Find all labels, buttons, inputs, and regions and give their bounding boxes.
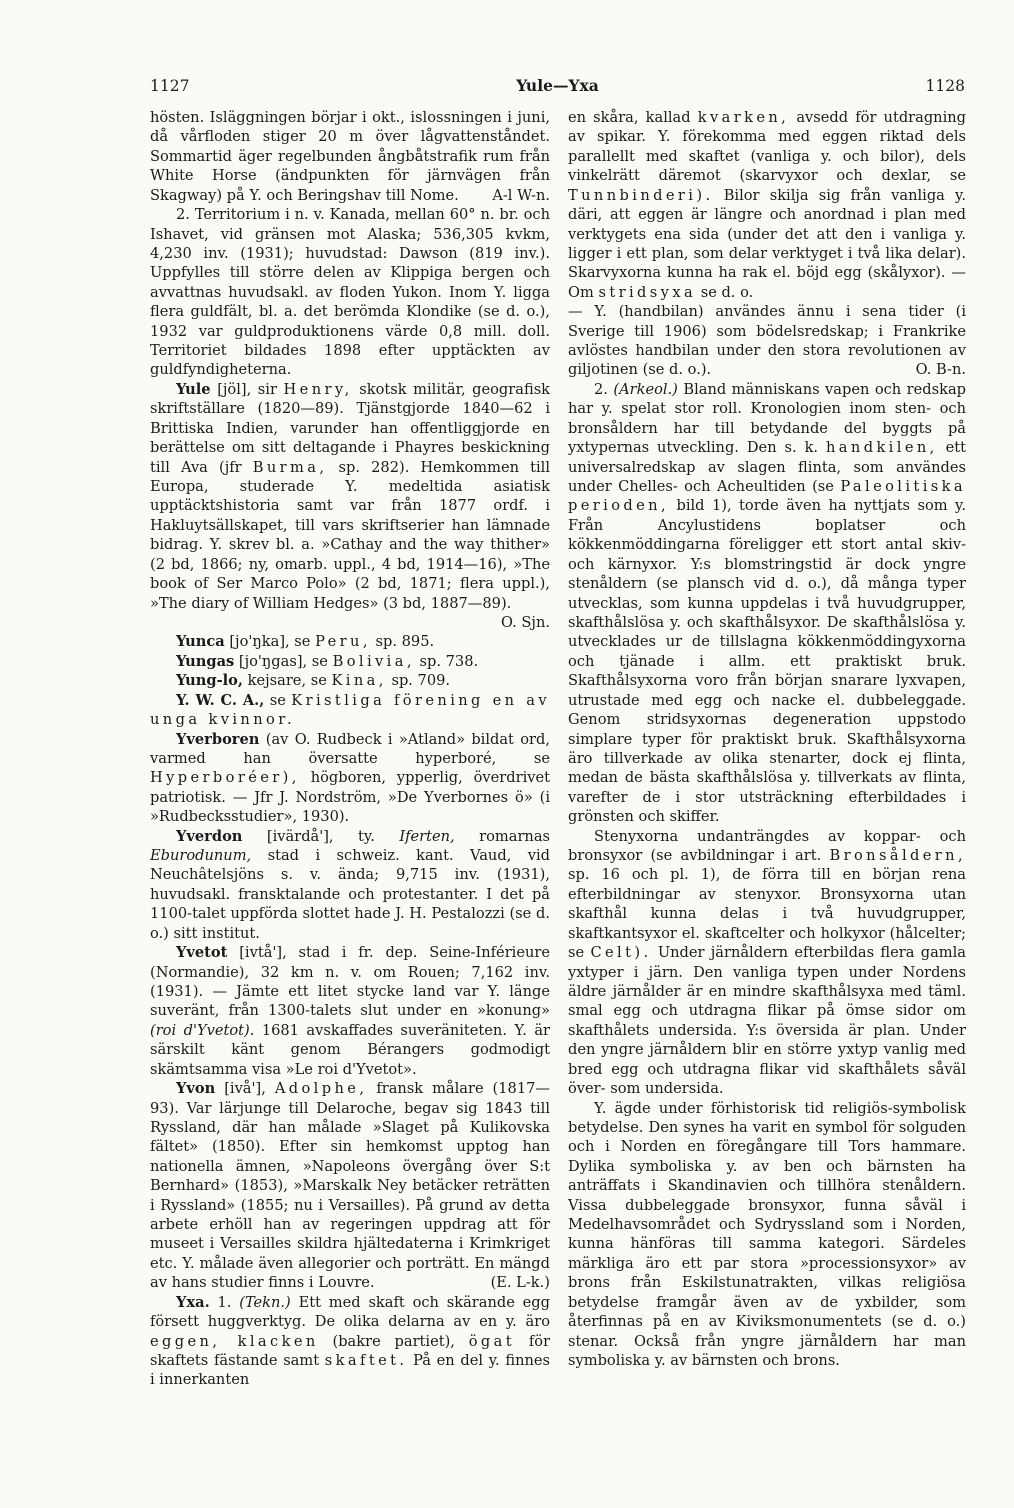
entry-text: en skåra, kallad — [568, 109, 691, 126]
headword: Yvon — [176, 1080, 216, 1098]
entry-text: se d. o. — [700, 283, 754, 301]
entry-text: hösten. Isläggningen börjar i okt., islossningen i juni, då vårfloden stiger 20 m över lågvattenståndet. Sommartid äger regelbunden ångbåtstrafik rum från White Horse (ändpunkten för järnvägen från Skagway) på Y. och Beringshav till Nome. — [150, 109, 550, 204]
entry-yungas — [150, 652, 550, 671]
entry-text: sp. 709. — [391, 672, 451, 690]
cross-reference: stridsyxa — [598, 283, 697, 301]
entry-yxa-cont — [568, 108, 966, 302]
entry-text: avsedd för utdragning av spikar. Y. förekomma med eggen riktad dels parallellt med skaftet (vanliga y. och bilor), dels vinkelrätt däremot (skarvyxor och dexlar, se — [568, 109, 966, 185]
entry-text: sp. 282). Hemkommen till Europa, studerade Y. medeltida asiatisk upptäcktshistoria samt var från 1877 ordf. i Hakluytsällskapet, till vars skriftserier han lämnade bidrag. Y. skrev bl. a. »Cathay and the way thither» (2 bd, 1866; ny, omarb. uppl., 4 bd, 1914—16), »The book of Ser Marco Polo» (2 bd, 1871; flera uppl.), »The diary of William Hedges» (3 bd, 1887—89). — [150, 458, 550, 612]
entry-text: 2. Territorium i n. v. Kanada, mellan 60° n. br. och Ishavet, vid gränsen mot Alaska; 536,305 kvkm, 4,230 inv. (1931); huvudstad: Dawson (819 inv.). Uppfylles till större delen av Klippiga bergen och avvattnas huvudsakl. av floden Yukon. Inom Y. ligga flera guldfält, bl. a. det berömda Klondike (se d. o.), 1932 var guldproduktionens värde 0,8 mill. doll. Territoriet bildades 1898 efter upptäckten av guldfyndigheterna. — [150, 206, 550, 379]
cross-reference: Burma, — [252, 458, 328, 476]
italic-term: Eburodunum, — [150, 847, 252, 865]
cross-reference: Kina, — [331, 672, 387, 690]
entry-text: sp. 16 och pl. 1), de förra till en början rena efterbildningar av stenyxor. Bronsyxorna utan skafthål kunna delas i två huvudgrupper, skaftkantsyxor el. skaftcelter och holkyxor (hålcelter; se — [568, 866, 966, 962]
entry-text: stad i schweiz. kant. Vaud, vid Neuchâtelsjöns s. v. ända; 9,715 inv. (1931), huvudsakl. fransktalande och protestanter. I det på 1100-talet uppförda slottet hade J. H. Pestalozzi (se d. o.) sitt institut. — [150, 847, 550, 942]
spaced-term: ögat — [468, 1332, 516, 1350]
cross-reference: Peru, — [315, 633, 371, 651]
entry-text: 1681 avskaffades suveräniteten. Y. är särskilt känt genom Bérangers godmodigt skämtsamma visa »Le roi d'Yvetot». — [150, 1021, 550, 1078]
left-column — [150, 108, 550, 1488]
headword: Yung-lo, — [176, 672, 243, 690]
headword: Yunca — [176, 633, 225, 651]
entry-text: [ivtå'], stad i fr. dep. Seine-Inférieure (Normandie), 32 km n. v. om Rouen; 7,162 inv. (1931). — Jämte ett litet stycke land var Y. länge suveränt, från 1300-talets slut under en »konung» — [150, 944, 550, 1020]
headword: Yverdon — [176, 827, 243, 845]
entry-text: [jo'ŋgas], se — [238, 652, 328, 670]
entry-text: (av O. Rudbeck i »Atland» bildat ord, varmed han översatte hyperboré, se — [150, 730, 550, 767]
italic-term: Iferten, — [399, 827, 455, 845]
headword: Yvetot — [176, 944, 228, 962]
spaced-name: Henry, — [283, 380, 353, 398]
headword: Yxa. — [176, 1293, 210, 1311]
entry-text: [jöl], sir — [217, 380, 277, 398]
entry-yukon-territory — [150, 205, 550, 380]
entry-yverboren — [150, 730, 550, 827]
italic-term: (roi d'Yvetot). — [150, 1021, 255, 1039]
entry-text: (bakre partiet), — [332, 1332, 455, 1350]
entry-text: — Y. (handbilan) användes ännu i sena tider (i Sverige till 1906) som bödelsredskap; i Frankrike avlöstes handbilan under den stora revolutionen av giljotinen (se d. o.). — [568, 303, 966, 379]
running-title: Yule—Yxa — [516, 76, 599, 95]
page-header — [150, 76, 965, 100]
entry-text: [jo'ŋka], se — [229, 633, 311, 651]
right-column — [568, 108, 966, 1488]
entry-text: [ivärdå'], ty. — [266, 827, 375, 845]
spaced-name: Adolphe, — [274, 1080, 368, 1098]
page-number-right: 1128 — [925, 77, 965, 95]
entry-text: kejsare, se — [247, 672, 327, 690]
entry-text: 1. — [217, 1293, 232, 1311]
entry-yvetot — [150, 943, 550, 1079]
cross-reference: Kristliga förening en av unga kvinnor. — [150, 691, 550, 729]
spaced-term: handkilen, — [826, 439, 938, 457]
entry-yung-lo — [150, 671, 550, 690]
entry-text: Ett med skaft och skärande egg försett huggverktyg. De olika delarna av en y. äro — [150, 1293, 550, 1331]
italic-term: (Tekn.) — [239, 1293, 291, 1311]
cross-reference: Bronsåldern, — [829, 847, 966, 865]
entry-yvon — [150, 1079, 550, 1293]
author-signature: A-l W-n. — [492, 186, 550, 204]
entry-ywca — [150, 691, 550, 730]
entry-yule — [150, 380, 550, 631]
entry-text: Bland människans vapen och redskap har y. spelat stor roll. Kronologien inom sten- och bronsåldern har till betydande del byggts på yxtypernas utveckling. Den s. k. — [568, 380, 966, 457]
spaced-term: skaftet. — [324, 1352, 408, 1369]
entry-yxa — [150, 1293, 550, 1390]
cross-reference: Paleolitiska perioden, — [568, 478, 966, 515]
headword: Yule — [176, 380, 211, 398]
author-signature: O. Sjn. — [501, 613, 550, 631]
entry-yxa-metals — [568, 827, 966, 1099]
entry-text: romarnas — [479, 827, 550, 845]
entry-yxa-arkeol — [568, 380, 966, 827]
author-signature: O. B-n. — [915, 361, 966, 379]
author-signature: (E. L-k.) — [490, 1274, 550, 1292]
spaced-term: eggen, klacken — [150, 1332, 319, 1350]
entry-text: fransk målare (1817—93). Var lärjunge till Delaroche, begav sig 1843 till Ryssland, där han målade »Slaget på Kulikovska fältet» (1850). Efter sin hemkomst upptog han nationella ämnen, »Napoleons övergång över S:t Bernhard» (1853), »Marskalk Ney betäcker reträtten i Ryssland» (1855; nu i Versailles). På grund av detta arbete erhöll han av regeringen uppdrag att för museet i Versailles skildra hjältedaterna i Krimkriget etc. Y. målade även allegorier och porträtt. En mängd av hans studier finns i Louvre. — [150, 1080, 550, 1292]
entry-text: för skaftets fästande samt — [150, 1332, 550, 1369]
cross-reference: Tunnbinderi). — [568, 186, 714, 204]
page-number-left: 1127 — [150, 77, 190, 95]
spaced-term: kvarken, — [697, 109, 790, 126]
entry-text: se — [269, 691, 286, 709]
cross-reference: Celt). — [590, 944, 652, 962]
headword: Yungas — [176, 652, 235, 670]
entry-text: 2. — [594, 380, 608, 398]
entry-text: Bilor skilja sig från vanliga y. däri, att eggen är längre och anordnad i plan med verktygets ena sida (under det att den i vanliga y. ligger i ett plan, som delar verktyget i två lika delar). Skarvyxorna kunna ha rak el. böjd egg (skålyxor). — Om — [568, 186, 966, 301]
entry-text: högboren, ypperlig, överdrivet patriotisk. — Jfr J. Nordström, »De Yverbornes ö» (i »Rudbecksstudier», 1930). — [150, 769, 550, 826]
headword: Yverboren — [176, 730, 260, 748]
entry-yxa-symbolism — [568, 1099, 966, 1371]
entry-yunca — [150, 632, 550, 651]
entry-yxa-handbila — [568, 302, 966, 380]
entry-yukon-river-cont — [150, 108, 550, 205]
entry-text: [ivå'], — [224, 1080, 266, 1098]
entry-text: Stenyxorna undanträngdes av koppar- och bronsyxor (se avbildningar i art. — [568, 827, 966, 865]
entry-text: sp. 895. — [375, 633, 435, 651]
entry-text: Under järnåldern efterbildas flera gamla yxtyper i järn. Den vanliga typen under Nordens äldre järnålder är en mindre skafthålsyxa med täml. smal egg och utdragna flikar på ömse sidor om skafthålets undersida. Y:s översida är plan. Under den yngre järnåldern blir en större yxtyp vanlig med bred egg och utdragna flikar vid skafthålets såväl över- som undersida. — [568, 944, 966, 1098]
entry-text: Y. ägde under förhistorisk tid religiös-symbolisk betydelse. Den synes ha varit en symbol för solguden och i Norden en föregångare till Tors hammare. Dylika symboliska y. av ben och bärnsten ha anträffats i Skandinavien och tillhöra stenåldern. Vissa dubbeleggade bronsyxor, funna såväl i Medelhavsområdet och Sydryssland som i Norden, kunna hänföras till samma kategori. Särdeles märkliga äro ett par stora »processionsyxor» av brons från Eskilstunatrakten, vilkas religiösa betydelse framgår även av de yxbilder, som återfinnas på en av Kiviksmonumentets (se d. o.) stenar. Också från yngre järnåldern har man symboliska y. av bärnsten och brons. — [568, 1099, 966, 1369]
headword: Y. W. C. A., — [176, 691, 265, 709]
entry-text: ett universalredskap av slagen flinta, som användes under Chelles- och Acheultiden (se — [568, 439, 966, 496]
entry-text: bild 1), torde även ha nyttjats som y. Från Ancylustidens boplatser och kökkenmöddingarna föreligger ett stort antal skiv- och kärnyxor. Y:s blomstringstid är dock yngre stenåldern (se plansch vid d. o.), då många typer utvecklas, som kunna uppdelas i två huvudgrupper, skafthålslösa y. och skafthålsyxor. De skafthålslösa y. utvecklades ur de tillslagna kökkenmöddingyxorna och tjänade i allm. ett praktiskt bruk. Skafthålsyxorna voro från början snarare lyxvapen, utrustade med egg och nacke el. dubbeleggade. Genom stridsyxornas degeneration uppstodo simplare typer för praktiskt bruk. Skafthålsyxorna äro tillverkade av olika stenarter, dock ej flinta, medan de bästa skafthålslösa y. tillverkats av flinta, varefter de i stor utsträckning efterbildades i grönsten och skiffer. — [568, 497, 966, 826]
entry-text: skotsk militär, geografisk skriftställare (1820—89). Tjänstgjorde 1840—62 i Brittiska Indien, varunder han offentliggjorde en berättelse om sitt deltagande i Phayres beskickning till Ava (jfr — [150, 380, 550, 476]
entry-text: På en del y. finnes i innerkanten — [150, 1352, 550, 1389]
cross-reference: Hyperboréer), — [150, 769, 300, 787]
entry-yverdon — [150, 827, 550, 944]
entry-text: sp. 738. — [419, 652, 479, 670]
italic-term: (Arkeol.) — [613, 380, 678, 398]
cross-reference: Bolivia, — [332, 652, 415, 670]
